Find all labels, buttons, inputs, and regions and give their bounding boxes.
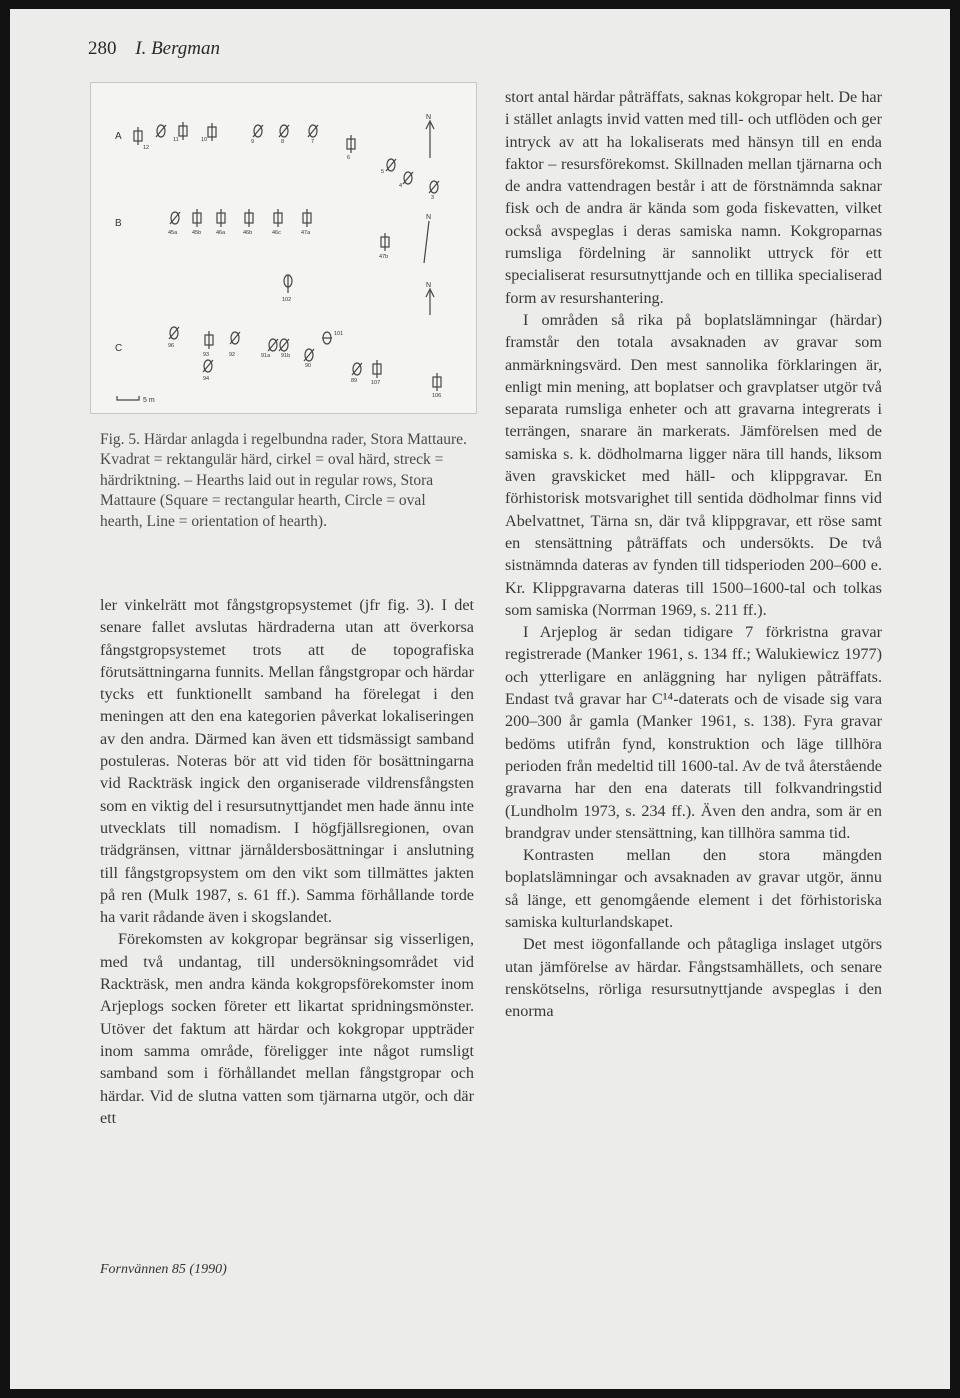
hearth-label: 47b xyxy=(379,254,389,260)
paragraph: Det mest iögonfallande och påtagliga inslaget utgörs utan jämförelse av härdar. Fångstsamhällets, och senare renskötselns, rörliga resursutnyttjande avspeglas i den enorma xyxy=(505,935,882,1021)
hearth-label: 4 xyxy=(399,183,403,189)
running-header-author: I. Bergman xyxy=(135,38,221,59)
hearth-label: 11 xyxy=(173,137,179,143)
hearth-label: 90 xyxy=(305,363,312,369)
journal-footer: Fornvännen 85 (1990) xyxy=(100,1262,227,1277)
hearth-label: 92 xyxy=(229,352,236,358)
paragraph: stort antal härdar påträffats, saknas kokgropar helt. De har i stället anlagts invid vatten med till- och utflöden och ger intryck av att ha lokaliserats med hänsyn till en enda faktor – resursförekomst. Skillnaden mellan tjärnarna och de andra vattendragen består i att de förstnämnda saknar fisk och de andra är kända som goda fiskevatten, vilket också avspeglas i deras samiska namn. Kokgroparnas rumsliga fördelning är sannolikt uttryck för ett specialiserat resursutnyttjande och en tillika specialiserad form av resurshantering. xyxy=(505,88,882,307)
hearth-label: 3 xyxy=(431,195,435,201)
hearth-label: 46a xyxy=(216,230,226,236)
hearth-label: 93 xyxy=(203,352,210,358)
hearth-label: 46c xyxy=(272,230,281,236)
row-label-c: C xyxy=(115,343,123,354)
hearth-label: 91a xyxy=(261,353,271,359)
hearth-label: 89 xyxy=(351,378,358,384)
hearth-label: 6 xyxy=(347,155,351,161)
hearth-label: 45b xyxy=(192,230,202,236)
north-label: N xyxy=(426,214,432,221)
paragraph: ler vinkelrätt mot fångstgropsystemet (jfr fig. 3). I det senare fallet avslutas härdraderna utan att överkorsa fångstgropsystemet trots att de topografiska förutsättningarna funnits. Mellan fångstgropar och härdar tycks ett funktionellt samband ha förelegat i den meningen att den ena kategorien påverkat lokaliseringen av den andra. Därmed kan även ett tidsmässigt samband postuleras. Noteras bör att vid tiden för bosättningarna vid Rackträsk ingick den organiserade vildrensfångsten som en viktig del i resursutnyttjandet men hade ännu inte utvecklats till nomadism. I högfjällsregionen, ovan trädgränsen, vittnar järnåldersbosättningar i anslutning till fångstgropsystem om den vikt som tillmättes jakten på ren (Mulk 1987, s. 61 ff.). Samma förhållande torde ha varit rådande även i skogslandet. xyxy=(100,596,474,927)
paragraph: Förekomsten av kokgropar begränsar sig visserligen, med två undantag, till undersökningsområdet vid Rackträsk, men andra kända kokgropsförekomster inom Arjeplogs socken företer ett likartat spridningsmönster. Utöver det faktum att härdar och kokgropar uppträder inom samma område, föreligger inte något rumsligt samband som i förhållandet mellan fångstgropar och härdar. Vid de slutna vatten som tjärnarna utgör, och där ett xyxy=(100,930,474,1127)
hearth-label: 106 xyxy=(432,393,442,399)
north-label: N xyxy=(426,282,432,289)
hearth-label: 94 xyxy=(203,376,210,382)
hearth-label: 12 xyxy=(143,145,150,151)
hearth-label: 91b xyxy=(281,353,291,359)
paragraph: I Arjeplog är sedan tidigare 7 förkristna gravar registrerade (Manker 1961, s. 134 ff.; Walukiewicz 1977) och ytterligare en anläggning har nyligen påträffats. Endast två gravar har C¹⁴-daterats och de visade sig vara 200–300 år gamla (Manker 1961, s. 138). Fyra gravar bedöms utifrån fynd, konstruktion och läge tillhöra perioden från medeltid till 1600-tal. Av de två återstående gravarna har den ena daterats till folkvandringstid (Lundholm 1973, s. 234 ff.). Även den andra, som är en brandgrav under stensättning, kan tillhöra samma tid. xyxy=(505,623,882,842)
hearth-label: 45a xyxy=(168,230,178,236)
scale-label: 5 m xyxy=(143,397,155,404)
page-number: 280 xyxy=(88,38,117,59)
hearth-label: 107 xyxy=(371,380,381,386)
hearth-map-drawing xyxy=(91,83,476,413)
hearth-label: 46b xyxy=(243,230,253,236)
paragraph: Kontrasten mellan den stora mängden boplatslämningar och avsaknaden av gravar utgör, ännu så länge, ett genomgående element i det förhistoriska samiska kulturlandskapet. xyxy=(505,846,882,931)
row-label-a: A xyxy=(115,131,122,142)
figure-caption: Fig. 5. Härdar anlagda i regelbundna rader, Stora Mattaure. Kvadrat = rektangulär härd, cirkel = oval härd, streck = härdriktning. – Hearths laid out in regular rows, Stora Mattaure (Square = rectangular hearth, Circle = oval hearth, Line = orientation of hearth). xyxy=(100,431,467,530)
right-column xyxy=(505,86,882,1022)
row-label-b: B xyxy=(115,218,122,229)
hearth-label: 10 xyxy=(201,137,208,143)
hearth-label: 8 xyxy=(281,139,285,145)
left-column xyxy=(100,594,474,1129)
figure-hearth-map xyxy=(90,82,477,414)
hearth-label: 101 xyxy=(334,331,344,337)
hearth-label: 96 xyxy=(168,343,175,349)
north-label: N xyxy=(426,114,432,121)
hearth-label: 9 xyxy=(251,139,255,145)
hearth-label: 7 xyxy=(311,139,315,145)
hearth-label: 47a xyxy=(301,230,311,236)
hearth-label: 5 xyxy=(381,169,385,175)
hearth-label: 102 xyxy=(282,297,292,303)
paragraph: I områden så rika på boplatslämningar (härdar) framstår den totala avsaknaden av gravar som anmärkningsvärd. Den mest sannolika förklaringen är, enligt min mening, att boplatser och gravplatser utgör två separata rumsliga enheter och att gravarna integrerats i terrängen, snarare än markerats. Jämförelsen med de samiska s. k. dödholmarna ligger nära till hands, liksom även gravskicket med häll- och klippgravar. En förhistorisk motsvarighet till sentida dödholmar finns vid Abelvattnet, Tärna sn, där två klippgravar, ett röse samt en stensättning påträffats och undersökts. De två sistnämnda dateras av fynden till tidsperioden 200–600 e. Kr. Klippgravarna dateras till 1500–1600-tal och tolkas som samiska (Norrman 1969, s. 211 ff.). xyxy=(505,310,882,619)
running-header xyxy=(88,38,220,60)
